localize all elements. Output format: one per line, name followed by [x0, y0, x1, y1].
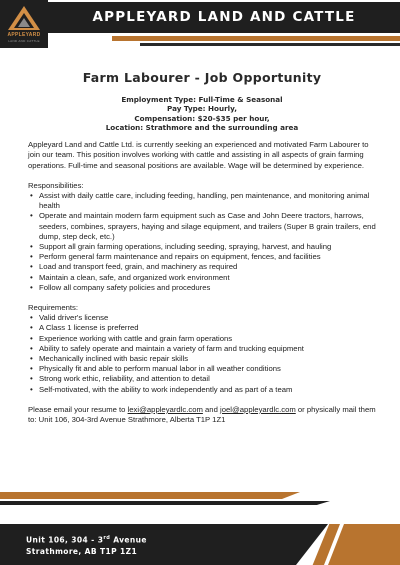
email-link-joel[interactable]: joel@appleyardlc.com	[220, 404, 296, 414]
address-street: Unit 106, 304 - 3	[26, 535, 104, 545]
pay-type: Pay Type: Hourly,	[167, 104, 237, 114]
list-item: • Valid driver's license	[28, 313, 376, 323]
list-item: • Load and transport feed, grain, and machinery as required	[28, 262, 376, 272]
header-title-bar	[48, 2, 400, 33]
contact-paragraph	[28, 405, 376, 425]
intro-paragraph: Appleyard Land and Cattle Ltd. is currently seeking an experienced and motivated Farm Labourer to join our team. This position involves working with cattle and assisting in all aspects of grain farming operations. Full-time and seasonal positions are available. Wage will be determined by experience.	[28, 140, 369, 170]
compensation: Compensation: $20-$35 per hour,	[134, 113, 270, 123]
employment-type: Employment Type: Full-Time & Seasonal	[121, 95, 283, 104]
logo-name: APPLEYARD	[7, 32, 41, 38]
header-dark-stripe	[140, 43, 400, 46]
mountain-logo-icon	[6, 4, 42, 32]
address-ordinal: rd	[103, 535, 111, 541]
list-item: • Ability to safely operate and maintain a variety of farm and trucking equipment	[28, 344, 376, 354]
list-item: • Maintain a clean, safe, and organized work environment	[28, 273, 376, 283]
contact-prefix: Please email your resume to	[28, 404, 128, 414]
list-item: • Assist with daily cattle care, including feeding, handling, pen maintenance, and monitoring animal health	[28, 191, 376, 211]
list-item: • A Class 1 license is preferred	[28, 323, 376, 333]
list-item: • Support all grain farming operations, including seeding, spraying, harvest, and hauling	[28, 242, 376, 252]
job-title: Farm Labourer - Job Opportunity	[82, 70, 322, 85]
location: Location: Strathmore and the surrounding area	[105, 122, 299, 132]
footer-dark-stripe	[0, 501, 330, 505]
responsibilities-heading: Responsibilities:	[28, 180, 84, 190]
list-item: • Follow all company safety policies and procedures	[28, 283, 376, 293]
logo-subtitle: LAND AND CATTLE	[8, 39, 40, 43]
list-item: • Self-motivated, with the ability to work independently and as part of a team	[28, 385, 376, 395]
address-avenue: Avenue	[110, 535, 147, 545]
email-link-lexi[interactable]: lexi@appleyardlc.com	[127, 404, 203, 414]
footer-address	[26, 533, 147, 557]
list-item: • Experience working with cattle and grain farm operations	[28, 334, 376, 344]
list-item: • Perform general farm maintenance and repairs on equipment, fences, and facilities	[28, 252, 376, 262]
list-item: • Strong work ethic, reliability, and attention to detail	[28, 374, 376, 384]
job-posting	[28, 70, 376, 425]
company-title: APPLEYARD LAND AND CATTLE	[92, 9, 356, 25]
page-header	[0, 0, 400, 60]
job-details	[28, 95, 376, 132]
requirements-list	[28, 313, 376, 395]
responsibilities-list	[28, 191, 376, 293]
requirements-heading: Requirements:	[28, 303, 78, 313]
contact-joiner: and	[202, 404, 220, 414]
list-item: • Mechanically inclined with basic repair skills	[28, 354, 376, 364]
address-line-1	[26, 533, 147, 546]
list-item: • Physically fit and able to perform manual labor in all weather conditions	[28, 364, 376, 374]
address-line-2: Strathmore, AB T1P 1Z1	[26, 546, 138, 556]
footer-accent-stripe	[0, 492, 300, 499]
company-logo	[0, 0, 48, 48]
contact-suffix: or physically mail them to: Unit 106, 304-3rd Avenue Strathmore, Alberta T1P 1Z1	[28, 404, 376, 425]
list-item: • Operate and maintain modern farm equipment such as Case and John Deere tractors, harrows, seeders, combines, sprayers, haying and silage equipment, and trailers (Super B grain trailers, end dump, step deck, etc.)	[28, 211, 376, 242]
header-accent-stripe	[112, 36, 400, 41]
